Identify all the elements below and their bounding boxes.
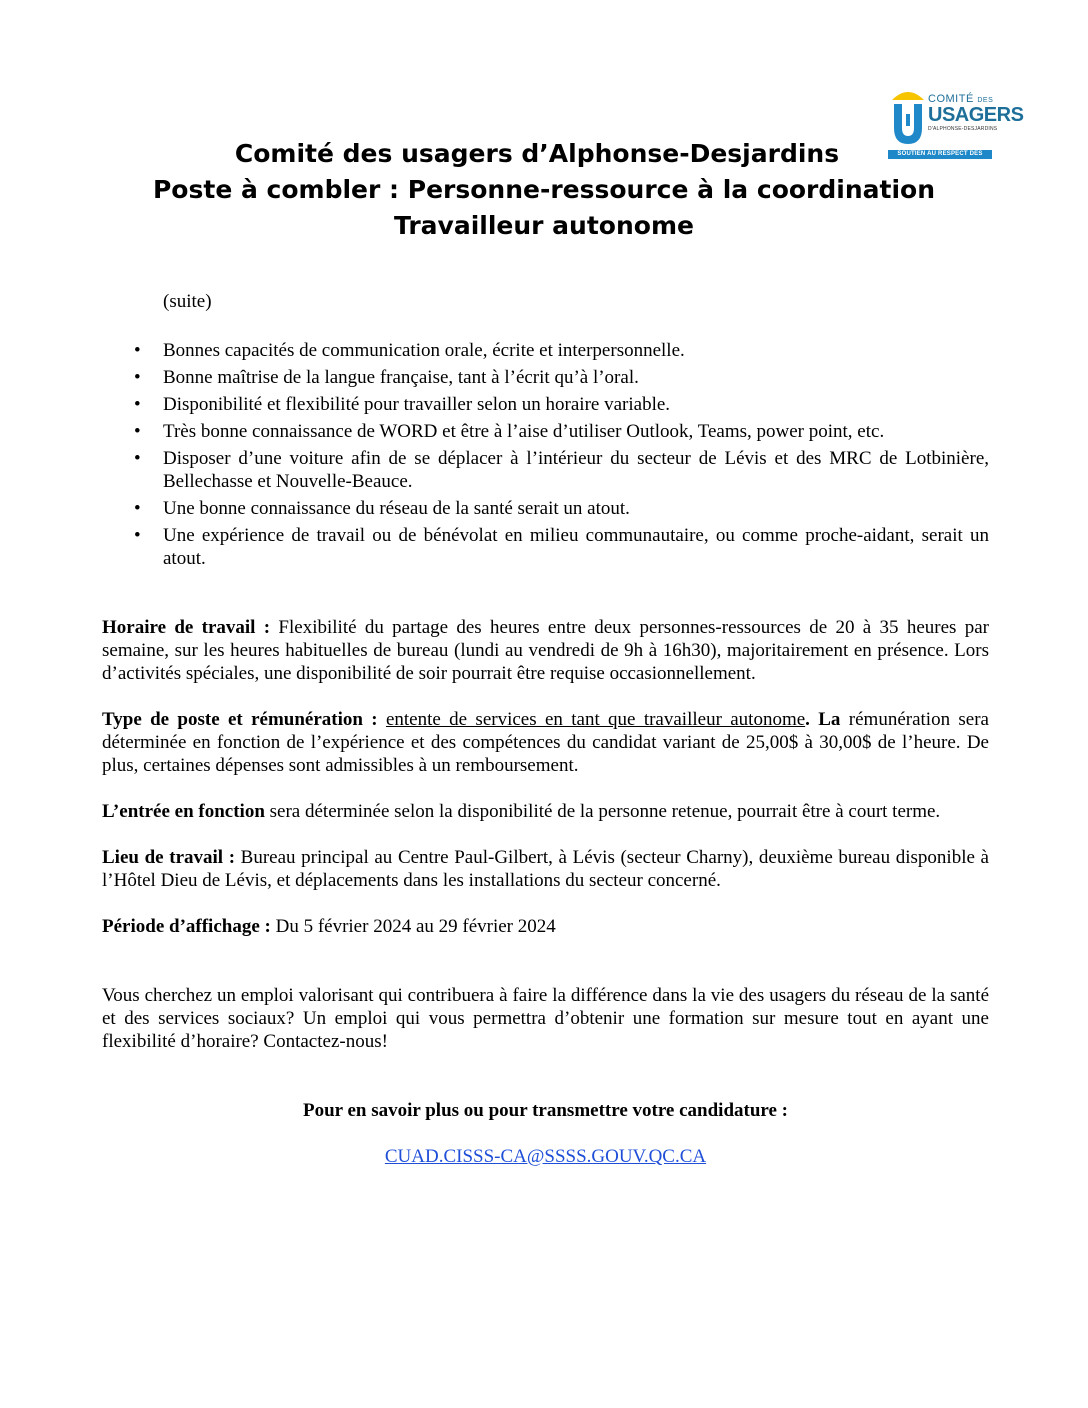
lieu-label: Lieu de travail : (102, 847, 236, 868)
header-title-line3: Travailleur autonome (394, 211, 694, 240)
contact-email-link[interactable]: CUAD.CISSS-CA@SSSS.GOUV.QC.CA (384, 1146, 707, 1167)
periode-text: Du 5 février 2024 au 29 février 2024 (270, 916, 556, 937)
type-poste-underlined: entente de services en tant que travailleur autonome (385, 709, 806, 730)
list-item: • Disposer d’une voiture afin de se déplacer à l’intérieur du secteur de Lévis et des MRC de Lotbinière, Bellechasse et Nouvelle-Beauce. (102, 447, 989, 493)
horaire-paragraph (102, 616, 989, 685)
contact-heading: Pour en savoir plus ou pour transmettre votre candidature : (302, 1100, 789, 1121)
logo-sub: D'ALPHONSE-DESJARDINS (928, 126, 998, 132)
type-poste-paragraph (102, 708, 989, 777)
contact-email-line (102, 1145, 989, 1168)
logo-main: USAGERS (928, 104, 1024, 126)
entree-label: L’entrée en fonction (102, 801, 265, 822)
logo-top-small: DES (977, 97, 994, 104)
periode-label: Période d’affichage : (102, 916, 271, 937)
list-item: • Disponibilité et flexibilité pour travailler selon un horaire variable. (102, 393, 989, 416)
entree-paragraph (102, 800, 989, 823)
type-poste-text: rémunération sera déterminée en fonction de l’expérience et des compétences du candidat variant de 25,00$ à 30,00$ de l’heure. De plus, certaines dépenses sont admissibles à un remboursement. (102, 709, 989, 776)
document-body (102, 290, 989, 1168)
horaire-text: Flexibilité du partage des heures entre deux personnes-ressources de 20 à 35 heures par semaine, sur les heures habituelles de bureau (lundi au vendredi de 9h à 16h30), majoritairement en présence. Lors d’activités spéciales, une disponibilité de soir pourrait être requise occasionnellement. (102, 617, 989, 684)
horaire-label: Horaire de travail : (102, 617, 271, 638)
requirements-list (102, 339, 989, 570)
type-poste-bold-end: . La (805, 709, 841, 730)
logo-top-line: COMITÉ (928, 93, 974, 105)
closing-paragraph: Vous cherchez un emploi valorisant qui contribuera à faire la différence dans la vie des usagers du réseau de la santé et des services sociaux? Un emploi qui vous permettra d’obtenir une formation sur mesure tout en ayant une flexibilité d’horaire? Contactez-nous! (102, 985, 989, 1052)
list-item: • Bonne maîtrise de la langue française, tant à l’écrit qu’à l’oral. (102, 366, 989, 389)
type-poste-label: Type de poste et rémunération : (102, 709, 378, 730)
list-item: • Très bonne connaissance de WORD et être à l’aise d’utiliser Outlook, Teams, power point, etc. (102, 420, 989, 443)
periode-paragraph (102, 915, 989, 938)
entree-text: sera déterminée selon la disponibilité de la personne retenue, pourrait être à court terme. (264, 801, 941, 822)
header-title-line1: Comité des usagers d’Alphonse-Desjardins (234, 139, 840, 168)
document-header (0, 136, 1088, 244)
logo-wordmark (928, 94, 1023, 132)
list-item: • Une bonne connaissance du réseau de la santé serait un atout. (102, 497, 989, 520)
list-item: • Une expérience de travail ou de bénévolat en milieu communautaire, ou comme proche-aidant, serait un atout. (102, 524, 989, 570)
list-item: • Bonnes capacités de communication orale, écrite et interpersonnelle. (102, 339, 989, 362)
logo-band: SOUTIEN AU RESPECT DES DROITS (888, 150, 992, 159)
header-title-line2: Poste à combler : Personne-ressource à la coordination (152, 175, 936, 204)
lieu-paragraph (102, 846, 989, 892)
suite-label: (suite) (163, 291, 212, 312)
lieu-text: Bureau principal au Centre Paul-Gilbert, à Lévis (secteur Charny), deuxième bureau disponible à l’Hôtel Dieu de Lévis, et déplacements dans les installations du secteur concerné. (102, 847, 989, 891)
